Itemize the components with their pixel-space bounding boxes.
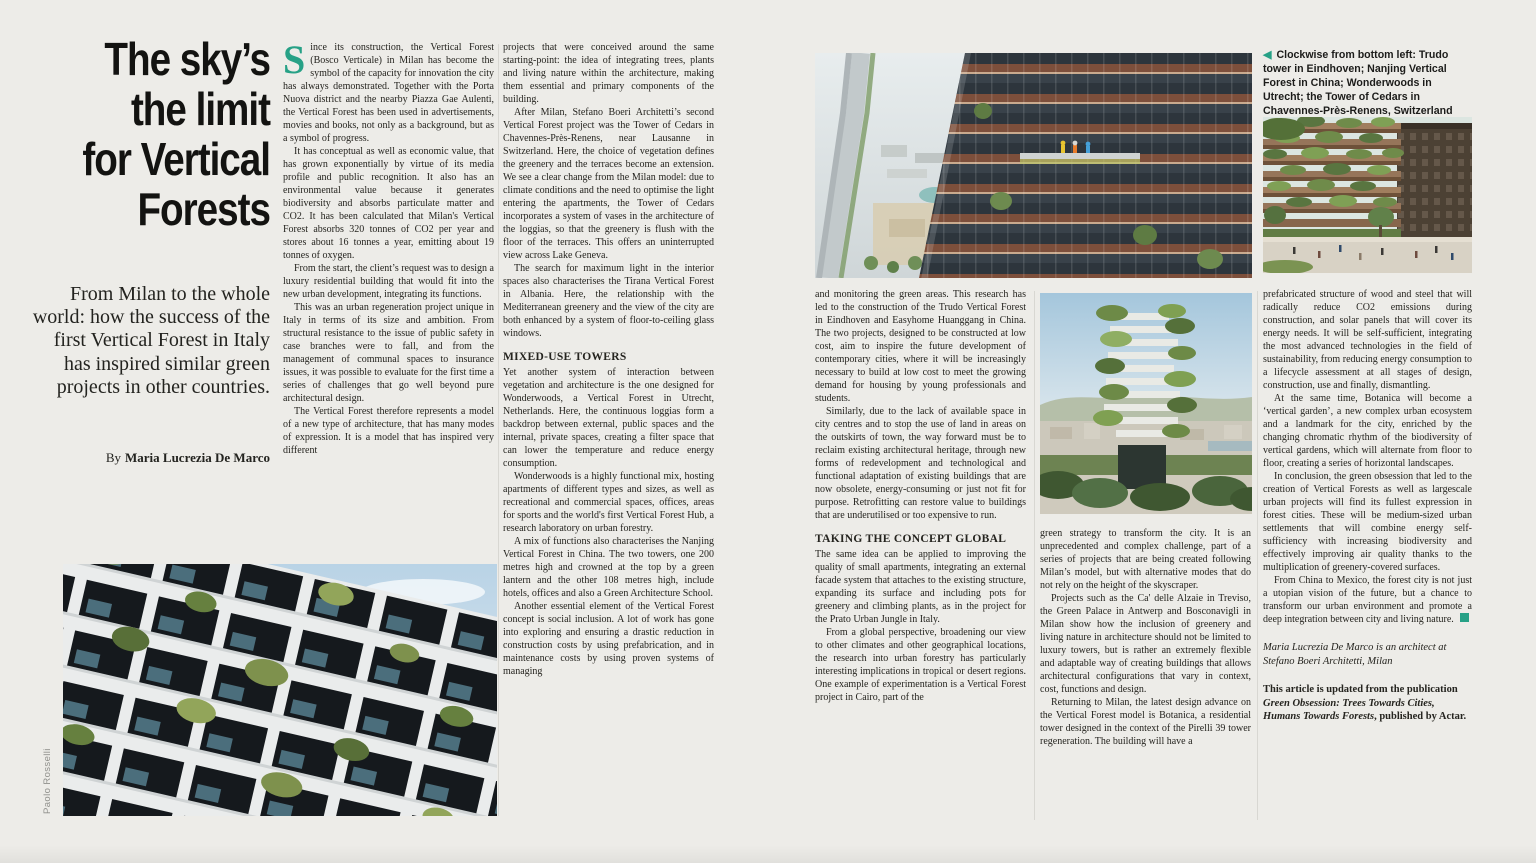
column-rule (1257, 291, 1258, 820)
paragraph: It has conceptual as well as economic value, that has grown exponentially by virtue of its media profile and public recognition. It also has an environmental value because it generates biodiversity and absorbs particulate matter and CO2. It has been calculated that Milan's Vertical Forest absorbs 320 tonnes of CO2 per year and stores about 16 tonnes a year, emitting about 19 tonnes of oxygen. (283, 146, 494, 261)
author-bio: Maria Lucrezia De Marco is an architect at Stefano Boeri Architetti, Milan (1263, 642, 1447, 667)
headline (73, 34, 270, 234)
byline-prefix: By (105, 450, 121, 465)
book-title: Green Obsession: Trees Towards Cities, Humans Towards Forests (1263, 697, 1435, 722)
paragraph: This was an urban regeneration project unique in Italy in terms of its size and ambition. From structural resistance to the issue of public safety in case branches were to fall, and from the management of communal spaces to insurance issues, it was possible to evaluate for the first time a series of challenges that go well beyond pure architectural design. (283, 302, 494, 404)
standfirst: From Milan to the whole world: how the success of the first Vertical Forest in Italy has inspired similar green projects in other countries. (32, 283, 270, 398)
byline (24, 450, 270, 466)
paragraph (1263, 574, 1472, 626)
paragraph: prefabricated structure of wood and steel that will radically reduce CO2 emissions during construction, and solar panels that will cover its energy needs. It will be self-sufficient, integrating the most advanced technologies in the field of sustainability, from reducing energy consumption to a lifecycle assessment at all stages of design, construction, use and finally, dismantling. (1263, 289, 1472, 391)
paragraph: Another essential element of the Vertical Forest concept is social inclusion. A lot of work has gone into exploring and ensuring a drastic reduction in construction costs by using prefabrication, and in maintenance costs by using proven systems of managing (503, 601, 714, 677)
headline-line: for Vertical (82, 133, 270, 185)
photo-tower-of-cedars (1040, 293, 1252, 514)
paragraph: Returning to Milan, the latest design advance on the Vertical Forest model is Botanica, a residential tower designed in the context of the Pirelli 39 tower regeneration. The building will have a (1040, 697, 1251, 747)
body-column-1 (283, 37, 494, 457)
body-column-4 (1040, 527, 1251, 748)
headline-line: the limit (130, 83, 270, 135)
paragraph: The Vertical Forest therefore represents a model of a new type of architecture, that has many modes of expression. It is a model that has inspired very different (283, 406, 494, 456)
subhead-taking-concept-global: TAKING THE CONCEPT GLOBAL (815, 533, 1007, 545)
paragraph: Similarly, due to the lack of available space in city centres and to stop the use of land in areas on the outskirts of town, the way forward must be to reclaim existing architectural heritage, through new forms of redevelopment and technological and functional adaptation of existing buildings that are now obsolete, energy-consuming or just not fit for purpose. Retrofitting can restore value to buildings that are underutilised or too expensive to run. (815, 406, 1026, 521)
caption-text: Clockwise from bottom left: Trudo tower in Eindhoven; Nanjing Vertical Forest in China; Wonderwoods in Utrecht; the Tower of Cedars in Chavennes-Près-Renens, Switzerland (1263, 49, 1453, 117)
paragraph: At the same time, Botanica will become a ‘vertical garden’, a new complex urban ecosystem and a landmark for the city, enriched by the changing chromatic rhythm of the biodiversity of vertical gardens, which will alternate from floor to floor, creating a series of horizontal landscapes. (1263, 393, 1472, 469)
paragraph: and monitoring the green areas. This research has led to the construction of the Trudo Vertical Forest in Eindhoven and Easyhome Huanggang in China. The two projects, designed to be constructed at low cost, aim to inspire the future development of contemporary cities, where it will be increasingly necessary to build at low cost to meet the growing demand for housing by young professionals and students. (815, 289, 1026, 404)
column-rule (1034, 291, 1035, 820)
headline-line: Forests (137, 183, 270, 235)
publication-note: This article is updated from the publication Green Obsession: Trees Towards Cities, Humans Towards Forests, published by Actar. (1263, 684, 1467, 722)
byline-name: Maria Lucrezia De Marco (125, 450, 270, 465)
photo-caption (1263, 48, 1474, 118)
photo-nanjing-vertical-forest (815, 53, 1252, 278)
paragraph: A mix of functions also characterises the Nanjing Vertical Forest in China. The two towers, one 200 metres high and crowned at the top by a green lantern and the other 108 metres high, include hotels, offices and also a Green Architecture School. (503, 536, 714, 599)
paragraph: Wonderwoods is a highly functional mix, hosting apartments of different types and sizes, as well as recreational and commercial spaces, offices, areas for sports and the world's first Vertical Forest Hub, a research laboratory on urban forestry. (503, 471, 714, 534)
body-column-3 (815, 288, 1026, 704)
paragraph: After Milan, Stefano Boeri Architetti’s second Vertical Forest project was the Tower of Cedars in Chavennes-Près-Renens, near Lausanne in Switzerland. Here, the choice of vegetation defines the greenery and the terraces become an extension. We see a clear change from the Milan model: due to climate conditions and the need to optimise the light entering the apartments, the Tower of Cedars incorporates a system of vases in the architecture of the loggias, so that the greenery is flush with the floor of the terraces. This offers an uninterrupted view across Lake Geneva. (503, 107, 714, 261)
paragraph: The search for maximum light in the interior spaces also characterises the Tirana Vertical Forest in Albania. Here, the relationship with the Mediterranean greenery and the view of the city are both enhanced by a system of floor-to-ceiling glass windows. (503, 263, 714, 339)
column-rule (498, 44, 499, 816)
photo-wonderwoods-street (1263, 117, 1472, 273)
body-column-5 (1263, 288, 1472, 724)
paragraph: In conclusion, the green obsession that led to the creation of Vertical Forests as well as largescale urban projects will find its fullest expression in forest cities. These will be medium-sized urban settlements that will combine energy self-sufficiency with increasing biodiversity and effectively improving air quality thanks to the multiplication of greenery-covered surfaces. (1263, 471, 1472, 573)
paragraph: projects that were conceived around the same starting-point: the idea of integrating trees, plants and living nature within the architecture, making them essential and primary components of the building. (503, 42, 714, 105)
paragraph (283, 37, 494, 145)
photo-credit: Paolo Rosselli (42, 748, 53, 814)
paragraph: Yet another system of interaction between vegetation and architecture is the one designed for Wonderwoods, a Vertical Forest in Utrecht, Netherlands. Here, the continuous loggias form a backdrop between external, public spaces and the internal, private spaces, creating a filter space that can lower the temperature and reduce energy consumption. (503, 367, 714, 469)
paragraph-text: From China to Mexico, the forest city is not just a utopian vision of the future, but a chance to transform our urban environment and promote a deep integration between city and living nature. (1263, 575, 1472, 625)
headline-line: The sky’s (104, 33, 270, 85)
photo-trudo-tower-facade (63, 564, 497, 816)
subhead-mixed-use-towers: MIXED-USE TOWERS (503, 351, 627, 363)
drop-cap: S (283, 37, 306, 82)
end-mark (1460, 613, 1469, 622)
paragraph: The same idea can be applied to improving the quality of small apartments, integrating an external facade system that attaches to the existing structure, expanding its surface and including pots for greenery and climbing plants, as in the project for the Prato Urban Jungle in Italy. (815, 549, 1026, 625)
body-column-2 (503, 41, 714, 678)
paragraph: green strategy to transform the city. It is an unprecedented and complex challenge, part of a series of projects that are being created following Milan’s model, but with alternative modes that do not rely on the height of the skyscraper. (1040, 528, 1251, 591)
paragraph-text: ince its construction, the Vertical Forest (Bosco Verticale) in Milan has become the symbol of the capacity for innovation the city has always demonstrated. Together with the Porta Nuova district and the nearby Piazza Gae Aulenti, the Vertical Forest has been used in advertisements, movies and books, not only as a background, but as a symbol of progress. (283, 42, 494, 144)
paragraph: From the start, the client’s request was to design a luxury residential building that would fit into the new urban development, integrating its functions. (283, 263, 494, 300)
paragraph: Projects such as the Ca' delle Alzaie in Treviso, the Green Palace in Antwerp and Bosconavigli in Milan show how the inclusion of greenery and living nature in architecture should not be limited to luxury towers, but is rather an extremely flexible and adaptable way of creating buildings that allows architectural configurations that vary in context, cost, functions and design. (1040, 593, 1251, 695)
paragraph: From a global perspective, broadening our view to other climates and other geographical locations, the research into urban forestry has particularly interesting implications in tropical or desert regions. One example of experimentation is a Vertical Forest project in Cairo, part of the (815, 627, 1026, 703)
caption-arrow-icon: ◀ (1263, 49, 1272, 61)
